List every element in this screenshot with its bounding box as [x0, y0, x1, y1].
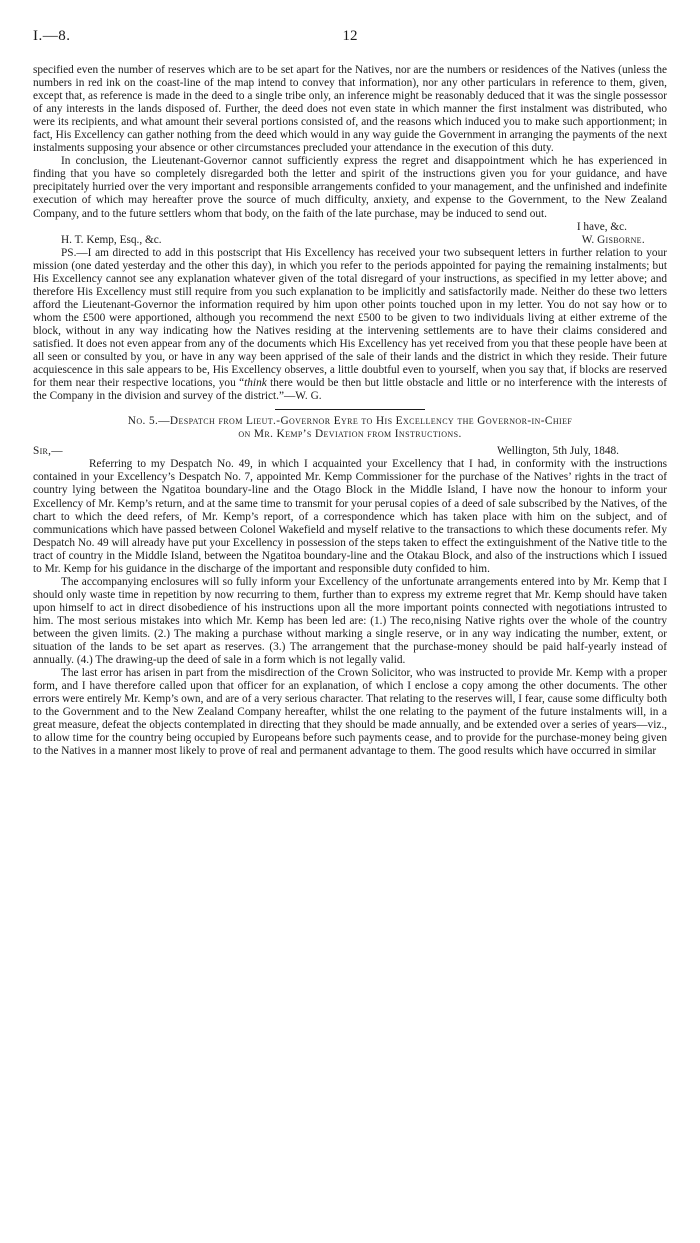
salutation: Sir,— [33, 445, 63, 458]
continued-paragraph: specified even the number of reserves which are to be set apart for the Natives, nor are the numbers or residences of the Natives (unless the numbers in red ink on the coast-line of the map intend to convey that information), nor any other particulars in reference to them, given, except that, as reference is made in the deed to a single tribe only, an inference might be reasonably deduced that it was the single possessor of any interests in the lands disposed of. Further, the deed does not even state in which manner the first instalment was distributed, who were its recipients, and what amount their several portions consisted of, and the reasons which induced you to make such apportionment; in fact, His Excellency can gather nothing from the deed which would in any way guide the Government in arranging the payments of the next instalments supposing your absence or other circumstances precluded your attendance in the execution of this duty. [33, 64, 667, 155]
place-date: Wellington, 5th July, 1848. [497, 445, 619, 458]
postscript-emphasis: think [244, 377, 267, 390]
page-header [33, 28, 667, 50]
page-number: 12 [342, 28, 358, 44]
despatch-heading [33, 415, 667, 441]
despatch-paragraph-3: The last error has arisen in part from the misdirection of the Crown Solicitor, who was instructed to provide Mr. Kemp with a proper form, and I have therefore called upon that officer for an explanation, of which I enclose a copy among the other documents. The other errors were entirely Mr. Kemp’s own, and are of a very serious character. That relating to the reserves will, I fear, cause some difficulty both to the Government and to the New Zealand Company hereafter, whilst the one relating to the payment of the future instalments will, in a great measure, defeat the objects contemplated in directing that they should be made annually, and be extended over a series of years—viz., to allow time for the country being occupied by Europeans before such payments cease, and to provide for the purchase-money being given to the Natives in a manner most likely to prove of real and permanent advantage to them. The good results which have occurred in similar [33, 667, 667, 758]
closing-formula: I have, &c. [576, 220, 627, 233]
postscript-paragraph [33, 247, 667, 404]
signatory-name: Gisborne. [597, 233, 645, 246]
postscript-text: PS.—I am directed to add in this postscript that His Excellency has received your two subsequent letters in further relation to your mission (one dated yesterday and the other this day), in which you refer to the periods appointed for paying the remaining instalments; but His Excellency cannot see any explanation whatever given of the total disregard of your instructions, as specified in my letter above; and therefore His Excellency must still require from you such explanation to be implicitly and satisfactorily made. Neither do these two letters afford the Lieutenant-Governor the information required by him upon other points touched upon in my letter. You do not say how or to whom the £500 were apportioned, although you recommend the next £500 to be given to two individuals living at either extreme of the block, without in any way indicating how the Natives residing at the intervening settlements are to have their claims considered and satisfied. It does not even appear from any of the documents which His Excellency has yet received from you that these people have been at all seen or consulted by you, or have in any way been apprised of the sale of their lands and the district in which they reside. Their future acquiescence in this sale appears to be, His Excellency observes, a little doubtful even to yourself, when you say that, if blocks are reserved for them near their respective locations, you “ [33, 246, 667, 390]
salutation-line [33, 445, 667, 458]
despatch-paragraph-1: Referring to my Despatch No. 49, in which I acquainted your Excellency that I had, in conformity with the instructions contained in your Excellency’s Despatch No. 7, appointed Mr. Kemp Commissioner for the purchase of the Natives’ rights in the tract of country lying between the Ngatitoa boundary-line and the Otago Block in the Middle Island, I have now the honour to inform your Excellency of Mr. Kemp’s return, and at the same time to transmit for your perusal copies of a deed of sale subscribed by the Natives, of the chart to which the deed refers, of Mr. Kemp’s report, of a correspondence which has taken place with him on the subject, and of communications which have passed between Colonel Wakefield and myself relative to the transactions to which these documents refer. My Despatch No. 49 will already have put your Excellency in possession of the steps taken to effect the extinguishment of the Native title to the tract of country in the Middle Island, between the Ngatitoa boundary-line and the Otakau Block, and also of the instructions which I issued to Mr. Kemp for his guidance in the discharge of the important and responsible duty confided to him. [33, 458, 667, 575]
postscript-tail: there would be then but little obstacle and little or no interference with the interests of the Company in the division and survey of the district.”—W. G. [33, 377, 667, 403]
despatch-heading-line2: on Mr. Kemp’s Deviation from Instructions. [238, 428, 462, 441]
signatory [582, 234, 667, 247]
section-divider [275, 409, 425, 410]
signatory-initial: W. [581, 233, 598, 246]
signature-line [33, 234, 667, 247]
despatch-heading-line1: No. 5.—Despatch from Lieut.-Governor Eyre to His Excellency the Governor-in-Chief [127, 415, 573, 428]
despatch-paragraph-2: The accompanying enclosures will so fully inform your Excellency of the unfortunate arrangements entered into by Mr. Kemp that I should only waste time in repetition by now recurring to them, further than to express my extreme regret that Mr. Kemp should have taken upon himself to act in direct disobedience of his instructions upon all the more important points connected with negotiations intrusted to him. The most serious mistakes into which Mr. Kemp has been led are: (1.) The reco,nising Native rights over the whole of the country between the given limits. (2.) The making a purchase without marking a single reserve, or in any way indicating the number, extent, or situation of the lands to be set apart as reserves. (3.) The arrangement that the purchase-money should be paid half-yearly instead of annually. (4.) The drawing-up the deed of sale in a form which is not legally valid. [33, 575, 667, 667]
addressee: H. T. Kemp, Esq., &c. [61, 233, 162, 246]
conclusion-paragraph: In conclusion, the Lieutenant-Governor cannot sufficiently express the regret and disappointment which he has experienced in finding that you have so completely disregarded both the letter and spirit of the instructions given you for your guidance, and have precipitately hurried over the very important and responsible arrangements confided to your management, and the unfinished and indefinite execution of which may hereafter prove the source of much difficulty, anxiety, and expense to the Government, to the New Zealand Company, and to the future settlers whom that body, on the faith of the late purchase, may be induced to send out. [33, 155, 667, 220]
document-reference: I.—8. [33, 28, 71, 44]
document-body [33, 64, 667, 758]
